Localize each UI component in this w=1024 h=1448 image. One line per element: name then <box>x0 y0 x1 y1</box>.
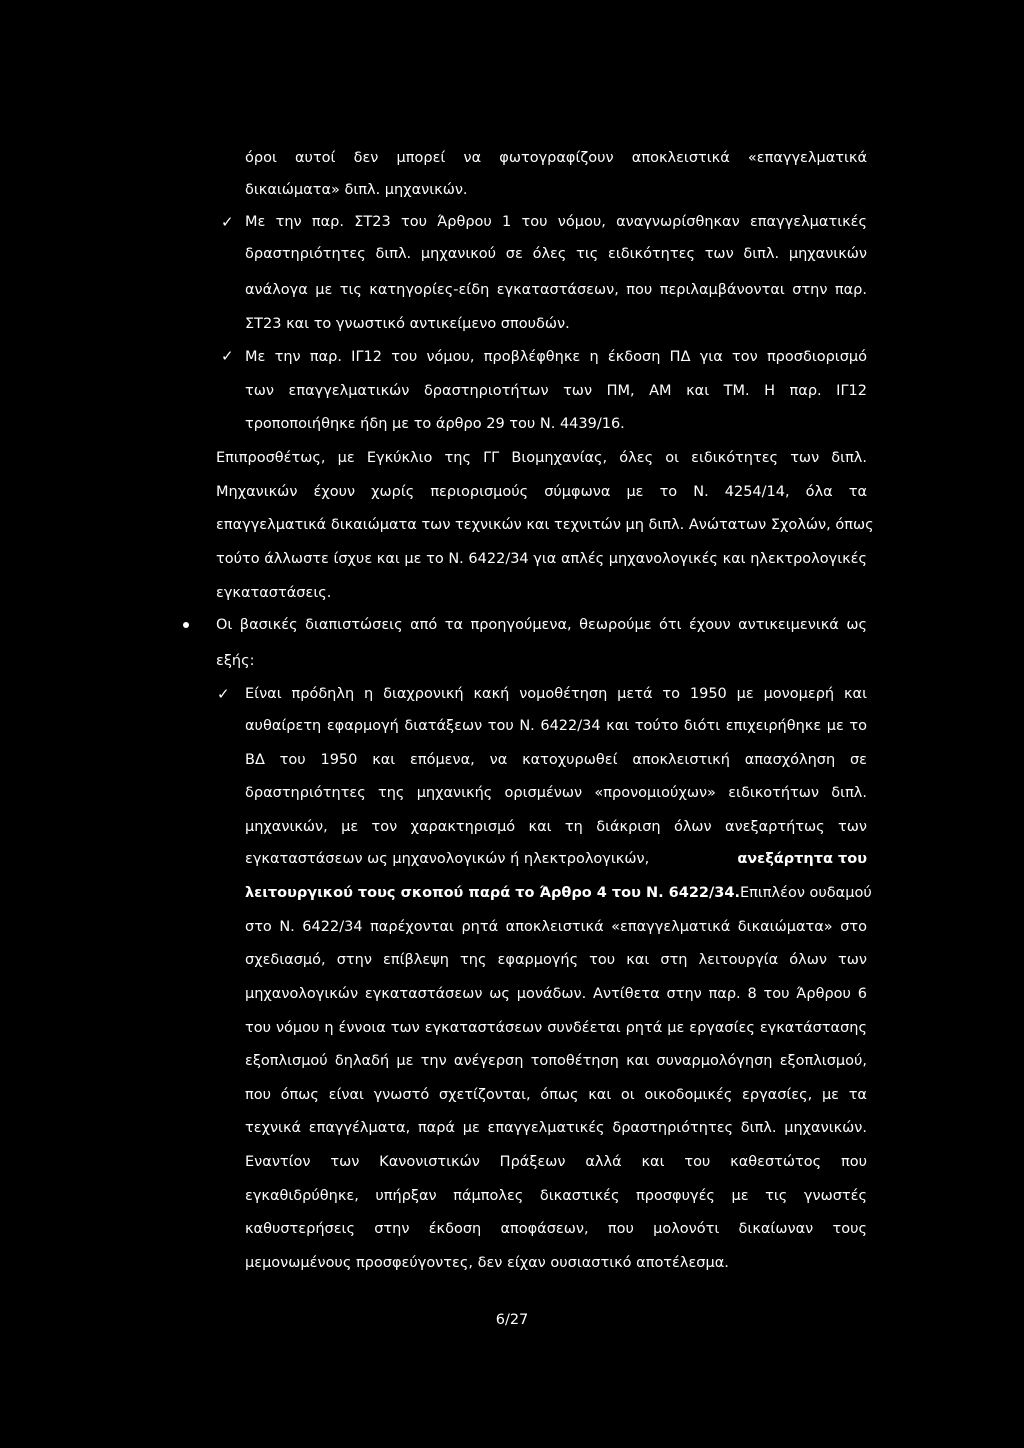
text-line: στο Ν. 6422/34 παρέχονται ρητά αποκλειστικά «επαγγελματικά δικαιώματα» στο <box>245 919 867 935</box>
text-segment-bold: ανεξάρτητα του <box>737 851 867 867</box>
check-icon: ✓ <box>221 347 234 365</box>
text-line: τροποποιήθηκε ήδη με το άρθρο 29 του Ν. 4439/16. <box>245 416 625 432</box>
text-line: τούτο άλλωστε ίσχυε και με το Ν. 6422/34 για απλές μηχανολογικές και ηλεκτρολογικές <box>216 551 867 567</box>
text-line: ανάλογα με τις κατηγορίες-είδη εγκαταστάσεων, που περιλαμβάνονται στην παρ. <box>245 282 867 298</box>
text-line: μεμονωμένους προσφεύγοντες, δεν είχαν ουσιαστικό αποτέλεσμα. <box>245 1255 729 1271</box>
text-segment-bold: λειτουργικού τους σκοπού παρά το Άρθρο 4 του Ν. 6422/34. <box>245 885 740 901</box>
text-line: όροι αυτοί δεν μπορεί να φωτογραφίζουν αποκλειστικά «επαγγελματικά <box>245 150 867 166</box>
page-number: 6/27 <box>495 1312 529 1328</box>
text-line: Επιπροσθέτως, με Εγκύκλιο της ΓΓ Βιομηχανίας, όλες οι ειδικότητες των διπλ. <box>216 450 867 466</box>
text-line: Οι βασικές διαπιστώσεις από τα προηγούμενα, θεωρούμε ότι έχουν αντικειμενικά ως <box>216 617 867 633</box>
text-line: ΒΔ του 1950 και επόμενα, να κατοχυρωθεί αποκλειστική απασχόληση σε <box>245 752 867 768</box>
text-line: Με την παρ. ΣΤ23 του Άρθρου 1 του νόμου, αναγνωρίσθηκαν επαγγελματικές <box>245 214 867 230</box>
text-line: δικαιώματα» διπλ. μηχανικών. <box>245 182 468 198</box>
text-line: ΣΤ23 και το γνωστικό αντικείμενο σπουδών. <box>245 316 570 332</box>
text-line: μηχανικών, με τον χαρακτηρισμό και τη διάκριση όλων ανεξαρτήτως των <box>245 819 867 835</box>
text-line: αυθαίρετη εφαρμογή διατάξεων του Ν. 6422/34 και τούτο διότι επιχειρήθηκε με το <box>245 718 867 734</box>
text-line: εγκαθιδρύθηκε, υπήρξαν πάμπολες δικαστικές προσφυγές με τις γνωστές <box>245 1188 867 1204</box>
text-line: δραστηριότητες διπλ. μηχανικού σε όλες τις ειδικότητες των διπλ. μηχανικών <box>245 246 867 262</box>
text-line: επαγγελματικά δικαιώματα των τεχνικών και τεχνιτών μη διπλ. Ανώτατων Σχολών, όπως <box>216 517 874 533</box>
text-line: Είναι πρόδηλη η διαχρονική κακή νομοθέτηση μετά το 1950 με μονομερή και <box>245 686 867 702</box>
text-line: Εναντίον των Κανονιστικών Πράξεων αλλά και του καθεστώτος που <box>245 1154 867 1170</box>
bullet-icon <box>183 622 189 628</box>
check-icon: ✓ <box>217 685 230 703</box>
text-line: του νόμου η έννοια των εγκαταστάσεων συνδέεται ρητά με εργασίες εγκατάστασης <box>245 1020 867 1036</box>
text-line: δραστηριότητες της μηχανικής ορισμένων «προνομιούχων» ειδικοτήτων διπλ. <box>245 785 867 801</box>
text-line <box>245 849 867 869</box>
text-line: σχεδιασμό, στην επίβλεψη της εφαρμογής του και στη λειτουργία όλων των <box>245 952 867 968</box>
text-line: τεχνικά επαγγέλματα, παρά με επαγγελματικές δραστηριότητες διπλ. μηχανικών. <box>245 1120 867 1136</box>
text-line: εγκαταστάσεις. <box>216 585 332 601</box>
text-line: Μηχανικών έχουν χωρίς περιορισμούς σύμφωνα με το Ν. 4254/14, όλα τα <box>216 484 867 500</box>
text-line: εξοπλισμού δηλαδή με την ανέγερση τοποθέτηση και συναρμολόγηση εξοπλισμού, <box>245 1053 867 1069</box>
text-segment: Επιπλέον ουδαμού <box>740 885 872 901</box>
check-icon: ✓ <box>221 213 234 231</box>
text-line: που όπως είναι γνωστό σχετίζονται, όπως και οι οικοδομικές εργασίες, με τα <box>245 1087 867 1103</box>
text-line <box>245 883 872 903</box>
text-segment: εγκαταστάσεων ως μηχανολογικών ή ηλεκτρολογικών, <box>245 851 650 867</box>
text-line: Με την παρ. ΙΓ12 του νόμου, προβλέφθηκε η έκδοση ΠΔ για τον προσδιορισμό <box>245 349 867 365</box>
text-line: των επαγγελματικών δραστηριοτήτων των ΠΜ, ΑΜ και ΤΜ. Η παρ. ΙΓ12 <box>245 383 867 399</box>
text-line: καθυστερήσεις στην έκδοση αποφάσεων, που μολονότι δικαίωναν τους <box>245 1221 867 1237</box>
text-line: εξής: <box>216 653 255 669</box>
text-line: μηχανολογικών εγκαταστάσεων ως μονάδων. Αντίθετα στην παρ. 8 του Άρθρου 6 <box>245 986 867 1002</box>
